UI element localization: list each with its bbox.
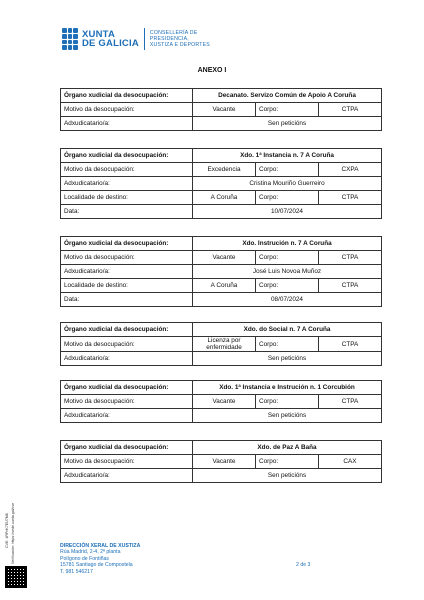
cve-code: CVE: 4RPnK7EU7M8 xyxy=(5,513,9,548)
organo-value: Decanato. Servizo Común de Apoio A Coruña xyxy=(193,89,382,103)
adxudicatario-value: Cristina Mouriño Guerreiro xyxy=(193,177,382,191)
motivo-label: Motivo da desocupación: xyxy=(61,251,193,265)
footer-address-3: 15781 Santiago de Compostela xyxy=(60,562,133,569)
page-number: 2 de 3 xyxy=(296,562,311,568)
adxudicatario-label: Adxudicatario/a: xyxy=(61,409,193,423)
corpo-label: Corpo: xyxy=(256,163,319,177)
dept-line-1: CONSELLERÍA DE xyxy=(149,30,198,36)
corpo-label: Corpo: xyxy=(256,191,319,205)
localidade-value: A Coruña xyxy=(193,279,256,293)
vacancy-table xyxy=(60,440,382,483)
organo-label: Órgano xudicial da desocupación: xyxy=(61,89,193,103)
vacancy-table xyxy=(60,380,382,423)
motivo-value: Licenza por enfermidade xyxy=(193,337,256,352)
motivo-label: Motivo da desocupación: xyxy=(61,395,193,409)
footer-address-2: Polígono de Fontiñas xyxy=(60,555,110,562)
motivo-label: Motivo da desocupación: xyxy=(61,455,193,469)
department-name xyxy=(150,30,210,48)
motivo-label: Motivo da desocupación: xyxy=(61,337,193,352)
corpo-label: Corpo: xyxy=(256,279,319,293)
organo-value: Xdo. do Social n. 7 A Coruña xyxy=(193,323,382,337)
dept-line-3: XUSTIZA E DEPORTES xyxy=(149,42,210,48)
vacancy-table xyxy=(60,148,382,219)
motivo-value: Excedencia xyxy=(193,163,256,177)
vacancy-table xyxy=(60,236,382,307)
data-value: 08/07/2024 xyxy=(193,293,382,307)
motivo-label: Motivo da desocupación: xyxy=(61,103,193,117)
organo-value: Xdo. Instrución n. 7 A Coruña xyxy=(193,237,382,251)
qr-code-icon xyxy=(5,566,27,588)
data-label: Data: xyxy=(61,205,193,219)
page-header xyxy=(62,26,210,52)
corpo-label: Corpo: xyxy=(256,455,319,469)
adxudicatario-label: Adxudicatario/a: xyxy=(61,352,193,366)
footer-address-1: Rúa Madrid, 2-4, 2ª planta xyxy=(60,549,121,556)
organo-label: Órgano xudicial da desocupación: xyxy=(61,237,193,251)
corpo-label: Corpo: xyxy=(256,395,319,409)
adxudicatario-value: Sen peticións xyxy=(193,352,382,366)
corpo-value: CXPA xyxy=(319,163,382,177)
vacancy-table xyxy=(60,322,382,366)
page-footer xyxy=(60,543,140,575)
corpo-label: Corpo: xyxy=(256,103,319,117)
footer-title: DIRECCIÓN XERAL DE XUSTIZA xyxy=(60,543,141,549)
xunta-logo-text xyxy=(82,30,139,48)
corpo-value: CTPA xyxy=(319,279,382,293)
page-title: ANEXO I xyxy=(197,67,227,74)
localidade-label: Localidade de destino: xyxy=(61,279,193,293)
corpo-label: Corpo: xyxy=(256,337,319,352)
organo-value: Xdo. de Paz A Baña xyxy=(193,441,382,455)
adxudicatario-value: Sen peticións xyxy=(193,117,382,131)
adxudicatario-label: Adxudicatario/a: xyxy=(61,117,193,131)
organo-label: Órgano xudicial da desocupación: xyxy=(61,441,193,455)
motivo-value: Vacante xyxy=(193,455,256,469)
corpo-value: CTPA xyxy=(319,337,382,352)
corpo-value: CAX xyxy=(319,455,382,469)
adxudicatario-value: José Luis Novoa Muñoz xyxy=(193,265,382,279)
localidade-value: A Coruña xyxy=(193,191,256,205)
verification-strip xyxy=(3,498,29,590)
corpo-label: Corpo: xyxy=(256,251,319,265)
motivo-label: Motivo da desocupación: xyxy=(61,163,193,177)
data-label: Data: xyxy=(61,293,193,307)
organo-label: Órgano xudicial da desocupación: xyxy=(61,381,193,395)
corpo-value: CTPA xyxy=(319,395,382,409)
xunta-logo-icon xyxy=(62,28,78,50)
vacancy-table xyxy=(60,88,382,131)
adxudicatario-label: Adxudicatario/a: xyxy=(61,265,193,279)
motivo-value: Vacante xyxy=(193,103,256,117)
adxudicatario-label: Adxudicatario/a: xyxy=(61,469,193,483)
data-value: 10/07/2024 xyxy=(193,205,382,219)
corpo-value: CTPA xyxy=(319,103,382,117)
organo-label: Órgano xudicial da desocupación: xyxy=(61,323,193,337)
organo-value: Xdo. 1ª Instancia n. 7 A Coruña xyxy=(193,149,382,163)
verification-url: Verificación: https://sede.xunta.gal/cve xyxy=(11,502,15,564)
adxudicatario-value: Sen peticións xyxy=(193,409,382,423)
footer-phone: T. 981 546217 xyxy=(60,568,93,575)
adxudicatario-value: Sen peticións xyxy=(193,469,382,483)
organo-label: Órgano xudicial da desocupación: xyxy=(61,149,193,163)
organo-value: Xdo. 1ª Instancia e Instrución n. 1 Corcubión xyxy=(193,381,382,395)
localidade-label: Localidade de destino: xyxy=(61,191,193,205)
logo-line-1: XUNTA xyxy=(82,29,116,40)
corpo-value: CTPA xyxy=(319,191,382,205)
dept-line-2: PRESIDENCIA, xyxy=(149,36,189,42)
motivo-value: Vacante xyxy=(193,251,256,265)
logo-divider xyxy=(144,28,145,50)
adxudicatario-label: Adxudicatario/a: xyxy=(61,177,193,191)
corpo-value: CTPA xyxy=(319,251,382,265)
motivo-value: Vacante xyxy=(193,395,256,409)
logo-line-2: DE GALICIA xyxy=(82,38,139,49)
